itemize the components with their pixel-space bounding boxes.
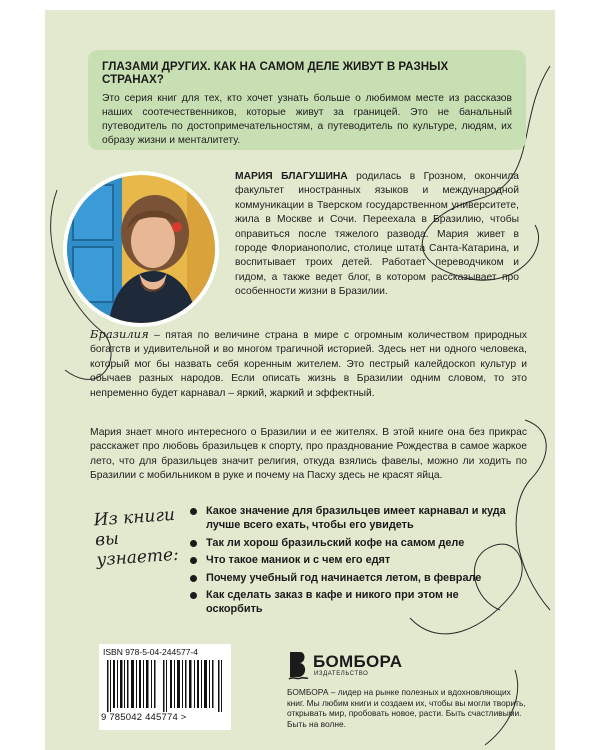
series-info-box — [88, 50, 526, 150]
publisher-description: БОМБОРА – лидер на рынке полезных и вдохновляющих книг. Мы любим книги и создаем их, чтобы вы могли творить, открывать мир, пробовать новое, расти. Быть счастливыми. Быть на волне. — [287, 687, 526, 729]
brazil-script-word: Бразилия — [90, 327, 149, 341]
book-back-cover — [45, 10, 555, 750]
learn-heading: Из книги вы узнаете: — [93, 504, 180, 571]
learn-list — [188, 504, 508, 620]
brazil-description — [90, 327, 527, 401]
author-name: МАРИЯ БЛАГУШИНА — [235, 171, 348, 182]
learn-list-item: Так ли хорош бразильский кофе на самом деле — [188, 536, 508, 550]
book-content-paragraph: Мария знает много интересного о Бразилии и ее жителях. В этой книге она без прикрас расскажет про любовь бразильцев к спорту, про празднование Рождества в самое жаркое лето, что для бразильцев значит религия, откуда взялись фавелы, можно ли ходить по Бразилии с мобильником в руке и почему на Пасху здесь не красят яйца. — [90, 427, 527, 482]
bombora-logo-icon — [287, 650, 309, 680]
brazil-description-text: – пятая по величине страна в мире с огромным количеством природных богатств и удивительной и во многом трагичной историей. Здесь нет ни одного человека, который мог бы назвать себя коренным жителем. Это пестрый калейдоскоп культур и обычаев разных народов. Если описать жизнь в Бразилии одним словом, то это непременно будет карнавал – яркий, жаркий и эффектный. — [90, 330, 527, 399]
author-bio-text: родилась в Грозном, окончила факультет иностранных языков и международной коммуникации в Тверском государственном университете, жила в Москве и Сочи. Переехала в Бразилию, чтобы оправиться после тяжелого развода. Мария живет в городе Флорианополис, столице штата Санта-Катарина, и воспитывает троих детей. Работает переводчиком и гидом, а также ведет блог, в котором рассказывает про особенности жизни в Бразилии. — [235, 171, 519, 298]
learn-list-item: Как сделать заказ в кафе и никого при этом не оскорбить — [188, 588, 508, 617]
author-portrait-image — [67, 175, 215, 323]
learn-list-item: Почему учебный год начинается летом, в феврале — [188, 571, 508, 585]
publisher-logo — [287, 650, 427, 682]
barcode-bars — [107, 660, 223, 712]
author-photo — [63, 171, 219, 327]
author-bio — [235, 170, 519, 300]
learn-list-item: Что такое маниок и с чем его едят — [188, 553, 508, 567]
learn-list-item: Какое значение для бразильцев имеет карнавал и куда лучше всего ехать, чтобы его увидеть — [188, 504, 508, 533]
series-description: Это серия книг для тех, кто хочет узнать больше о любимом месте из рассказов наших соотечественников, которые живут за границей. Это не банальный путеводитель по достопримечательностям, а путеводитель по культуре, людям, их образу жизни и менталитету. — [102, 93, 512, 146]
isbn-number: ISBN 978-5-04-244577-4 — [103, 647, 198, 657]
publisher-subtitle: ИЗДАТЕЛЬСТВО — [314, 671, 369, 677]
barcode-box — [99, 644, 231, 730]
series-title: ГЛАЗАМИ ДРУГИХ. КАК НА САМОМ ДЕЛЕ ЖИВУТ В РАЗНЫХ СТРАНАХ? — [102, 60, 449, 86]
barcode-digits: 9 785042 445774 > — [101, 712, 187, 723]
publisher-name: БОМБОРА — [313, 652, 403, 671]
